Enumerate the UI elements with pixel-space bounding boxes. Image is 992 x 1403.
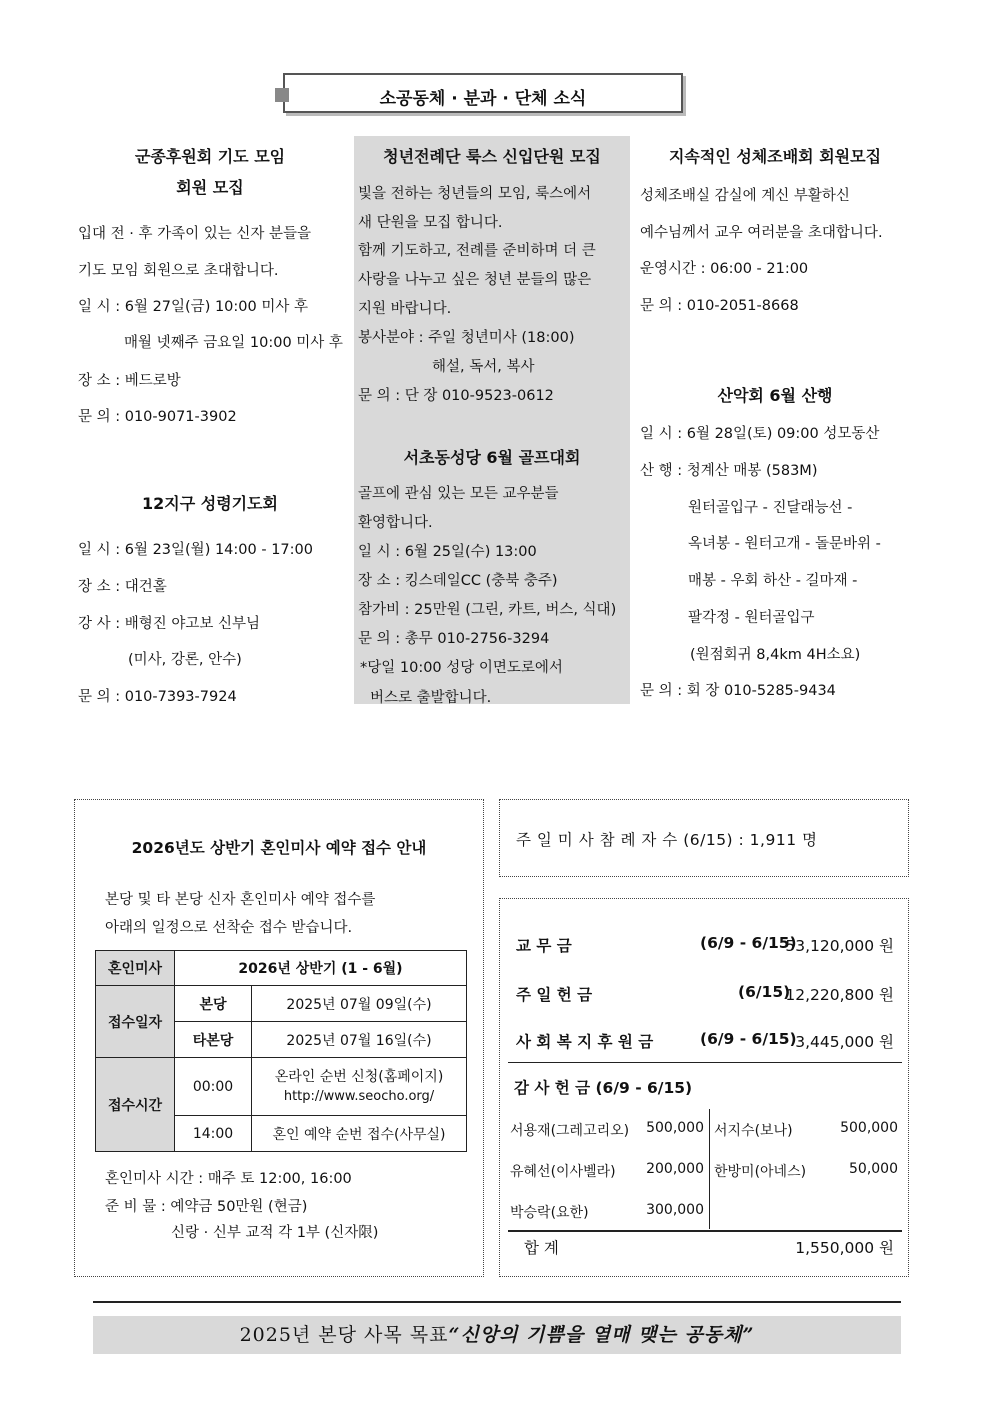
donor-amount: 50,000: [849, 1161, 898, 1177]
attendance-count: 주 일 미 사 참 례 자 수 (6/15) : 1,911 명: [516, 831, 818, 849]
lux-field2: 해설, 독서, 복사: [432, 359, 535, 375]
total-amount: 1,550,000 원: [795, 1239, 894, 1257]
spirit-prayer-speaker2: (미사, 강론, 안수): [128, 652, 242, 668]
donor-name: 한방미(아네스): [714, 1164, 807, 1180]
golf-note1: *당일 10:00 성당 이면도로에서: [360, 660, 563, 676]
th-date: 접수일자: [96, 986, 175, 1058]
donor-amount: 500,000: [646, 1120, 704, 1136]
hiking-route2: 원터골입구 - 진달래능선 -: [688, 500, 853, 516]
row-other: 타본당: [175, 1022, 252, 1058]
row-bondang-date: 2025년 07월 09일(수): [252, 986, 467, 1022]
wedding-schedule-table: [95, 950, 467, 1152]
wedding-intro1: 본당 및 타 본당 신자 혼인미사 예약 접수를: [105, 892, 376, 908]
attendance-box: [499, 799, 909, 877]
spirit-prayer-place: 장 소 : 대건홀: [78, 579, 167, 595]
finance-divider: [508, 1062, 902, 1063]
golf-contact: 문 의 : 총무 010-2756-3294: [358, 631, 550, 647]
golf-place: 장 소 : 킹스데일CC (충북 충주): [358, 573, 558, 589]
donor-column-divider: [709, 1109, 710, 1229]
section-title-box: [283, 73, 683, 113]
lux-line3: 함께 기도하고, 전례를 준비하며 더 큰: [358, 243, 596, 259]
hiking-route3: 옥녀봉 - 원터고개 - 돌문바위 -: [688, 536, 881, 552]
wedding-box: [74, 799, 484, 1277]
military-prayer-date: 일 시 : 6월 27일(금) 10:00 미사 후: [78, 299, 308, 315]
lux-contact: 문 의 : 단 장 010-9523-0612: [358, 388, 554, 404]
footer-rule: [93, 1301, 901, 1303]
lux-line2: 새 단원을 모집 합니다.: [358, 215, 503, 231]
hiking-route: 산 행 : 청계산 매봉 (583M): [640, 463, 818, 479]
donor-amount: 500,000: [840, 1120, 898, 1136]
total-divider: [508, 1230, 902, 1232]
military-prayer-title-2: 회원 모집: [176, 178, 244, 197]
adoration-contact: 문 의 : 010-2051-8668: [640, 298, 799, 314]
adoration-hours: 운영시간 : 06:00 - 21:00: [640, 261, 809, 277]
homepage-link[interactable]: http://www.seocho.org/: [283, 1088, 435, 1104]
section-title: 소공동체 · 분과 · 단체 소식: [379, 89, 587, 109]
lux-field: 봉사분야 : 주일 청년미사 (18:00): [358, 330, 575, 346]
hiking-date: 일 시 : 6월 28일(토) 09:00 성모동산: [640, 426, 880, 442]
spirit-prayer-contact: 문 의 : 010-7393-7924: [78, 689, 237, 705]
pastoral-goal-banner: [93, 1316, 901, 1354]
donor-name: 박승락(요한): [510, 1205, 589, 1221]
th-period: 2026년 상반기 (1 - 6월): [175, 951, 467, 986]
golf-title: 서초동성당 6월 골프대회: [403, 448, 581, 467]
row-other-date: 2025년 07월 16일(수): [252, 1022, 467, 1058]
wedding-prep: 준 비 물 : 예약금 50만원 (현금): [105, 1199, 308, 1215]
time1-desc1: 온라인 순번 신청(홈페이지): [274, 1068, 444, 1085]
military-prayer-place: 장 소 : 베드로방: [78, 373, 181, 389]
finance-r1-amount: 53,120,000 원: [785, 937, 894, 955]
thanks-label: 감 사 헌 금 (6/9 - 6/15): [514, 1079, 693, 1097]
finance-r2-amount: 12,220,800 원: [785, 986, 894, 1004]
hiking-contact: 문 의 : 회 장 010-5285-9434: [640, 683, 836, 699]
wedding-mass-time: 혼인미사 시간 : 매주 토 12:00, 16:00: [105, 1171, 352, 1187]
finance-r3-period: (6/9 - 6/15): [700, 1030, 797, 1048]
lux-title: 청년전례단 룩스 신입단원 모집: [383, 147, 601, 166]
golf-note2: 버스로 출발합니다.: [370, 690, 492, 706]
wedding-title: 2026년도 상반기 혼인미사 예약 접수 안내: [131, 839, 427, 857]
spirit-prayer-speaker: 강 사 : 배형진 야고보 신부님: [78, 616, 261, 632]
golf-line2: 환영합니다.: [358, 515, 433, 531]
time2: 14:00: [175, 1116, 252, 1152]
time2-desc: 혼인 예약 순번 접수(사무실): [252, 1116, 467, 1152]
lux-line1: 빛을 전하는 청년들의 모임, 룩스에서: [358, 186, 592, 202]
finance-r1-period: (6/9 - 6/15): [700, 934, 797, 952]
adoration-title: 지속적인 성체조배회 회원모집: [668, 147, 882, 166]
finance-r3-amount: 3,445,000 원: [795, 1033, 894, 1051]
military-prayer-line1: 입대 전 · 후 가족이 있는 신자 분들을: [78, 226, 311, 242]
time1: 00:00: [175, 1058, 252, 1116]
hiking-title: 산악회 6월 산행: [717, 386, 833, 405]
hiking-route4: 매봉 - 우회 하산 - 길마재 -: [688, 573, 858, 589]
spirit-prayer-title: 12지구 성령기도회: [141, 494, 279, 513]
donor-amount: 300,000: [646, 1202, 704, 1218]
donor-amount: 200,000: [646, 1161, 704, 1177]
wedding-intro2: 아래의 일정으로 선착순 접수 받습니다.: [105, 920, 353, 936]
th-time: 접수시간: [96, 1058, 175, 1152]
wedding-prep2: 신랑 · 신부 교적 각 1부 (신자限): [171, 1225, 379, 1241]
military-prayer-date2: 매월 넷째주 금요일 10:00 미사 후: [124, 335, 343, 351]
row-bondang: 본당: [175, 986, 252, 1022]
finance-box: [499, 898, 909, 1277]
donor-name: 유혜선(이사벨라): [510, 1164, 616, 1180]
pastoral-goal-motto: “신앙의 기쁨을 열매 맺는 공동체”: [448, 1324, 755, 1346]
military-prayer-contact: 문 의 : 010-9071-3902: [78, 409, 237, 425]
finance-r3-label: 사 회 복 지 후 원 금: [516, 1033, 654, 1051]
golf-fee: 참가비 : 25만원 (그린, 카트, 버스, 식대): [358, 602, 617, 618]
golf-line1: 골프에 관심 있는 모든 교우분들: [358, 486, 559, 502]
adoration-line2: 예수님께서 교우 여러분을 초대합니다.: [640, 225, 883, 241]
donor-name: 서용재(그레고리오): [510, 1123, 630, 1139]
total-label: 합 계: [524, 1239, 559, 1257]
military-prayer-line2: 기도 모임 회원으로 초대합니다.: [78, 263, 279, 279]
hiking-route6: (원점회귀 8,4km 4H소요): [690, 647, 861, 663]
lux-line4: 사랑을 나누고 싶은 청년 분들의 많은: [358, 272, 592, 288]
military-prayer-title: 군종후원회 기도 모임: [134, 147, 286, 166]
pastoral-goal-prefix: 2025년 본당 사목 목표: [239, 1324, 449, 1346]
finance-r1-label: 교 무 금: [516, 937, 572, 955]
hiking-route5: 팔각정 - 원터골입구: [688, 610, 815, 626]
finance-r2-period: (6/15): [738, 983, 791, 1001]
adoration-line1: 성체조배실 감실에 계신 부활하신: [640, 188, 850, 204]
lux-line5: 지원 바랍니다.: [358, 301, 452, 317]
spirit-prayer-date: 일 시 : 6월 23일(월) 14:00 - 17:00: [78, 542, 313, 558]
golf-date: 일 시 : 6월 25일(수) 13:00: [358, 544, 537, 560]
finance-r2-label: 주 일 헌 금: [516, 986, 593, 1004]
donor-name: 서지수(보나): [714, 1123, 793, 1139]
th-mass: 혼인미사: [96, 951, 175, 986]
